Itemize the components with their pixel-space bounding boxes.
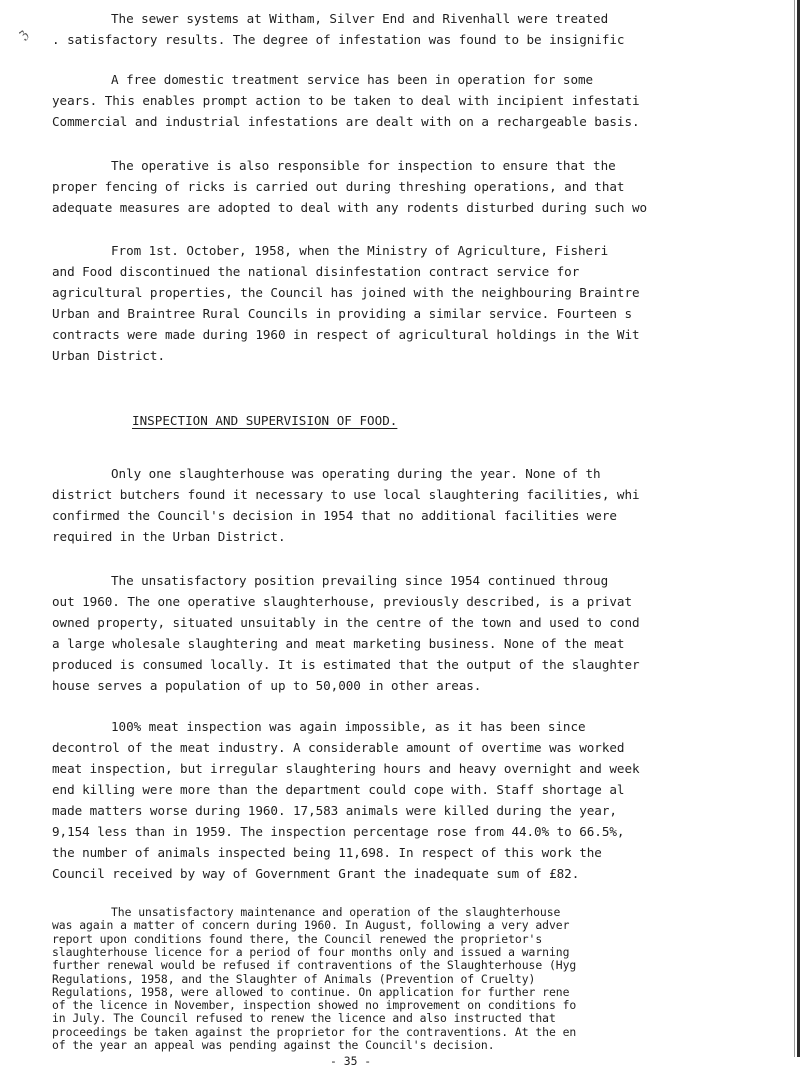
paragraph-inspection-line-4: end killing were more than the department could cope with. Staff shortage al: [52, 782, 625, 797]
paragraph-inspection-line-2: decontrol of the meat industry. A considerable amount of overtime was worked: [52, 740, 625, 755]
paragraph-maintenance-line-3: report upon conditions found there, the Council renewed the proprietor's: [52, 931, 543, 946]
paragraph-maintenance-line-9: in July. The Council refused to renew the licence and also instructed that: [52, 1011, 556, 1026]
paragraph-unsatisfactory-line-1: The unsatisfactory position prevailing since 1954 continued throug: [111, 573, 609, 588]
paragraph-operative-line-1: The operative is also responsible for inspection to ensure that the: [111, 158, 616, 173]
paragraph-ministry-line-1: From 1st. October, 1958, when the Ministry of Agriculture, Fisheri: [111, 243, 609, 258]
paragraph-domestic-line-2: years. This enables prompt action to be taken to deal with incipient infestati: [52, 93, 640, 108]
paragraph-domestic-line-1: A free domestic treatment service has been in operation for some: [111, 72, 594, 87]
paragraph-slaughterhouse-line-2: district butchers found it necessary to use local slaughtering facilities, whi: [52, 487, 640, 502]
paragraph-ministry-line-3: agricultural properties, the Council has joined with the neighbouring Braintre: [52, 285, 640, 300]
paragraph-maintenance-line-5: further renewal would be refused if contraventions of the Slaughterhouse (Hyg: [52, 958, 577, 973]
paragraph-ministry-line-4: Urban and Braintree Rural Councils in providing a similar service. Fourteen s: [52, 306, 632, 321]
paragraph-unsatisfactory-line-5: produced is consumed locally. It is estimated that the output of the slaughter: [52, 657, 640, 672]
paragraph-maintenance-line-10: proceedings be taken against the proprietor for the contraventions. At the en: [52, 1024, 577, 1039]
paragraph-unsatisfactory-line-2: out 1960. The one operative slaughterhouse, previously described, is a privat: [52, 594, 632, 609]
paragraph-maintenance-line-11: of the year an appeal was pending against the Council's decision.: [52, 1038, 495, 1052]
paragraph-unsatisfactory-line-6: house serves a population of up to 50,000 in other areas.: [52, 678, 482, 693]
paragraph-maintenance-line-7: Regulations, 1958, were allowed to continue. On application for further rene: [52, 984, 570, 999]
paragraph-operative-line-3: adequate measures are adopted to deal with any rodents disturbed during such wo: [52, 200, 648, 215]
paragraph-slaughterhouse-line-4: required in the Urban District.: [52, 529, 286, 544]
paragraph-maintenance-line-8: of the licence in November, inspection showed no improvement on conditions fo: [52, 998, 577, 1013]
paragraph-maintenance-line-4: slaughterhouse licence for a period of four months only and issued a warning: [52, 944, 570, 959]
paragraph-unsatisfactory-line-4: a large wholesale slaughtering and meat marketing business. None of the meat: [52, 636, 625, 651]
paragraph-inspection-line-8: Council received by way of Government Grant the inadequate sum of £82.: [52, 866, 580, 881]
paragraph-ministry-line-5: contracts were made during 1960 in respect of agricultural holdings in the Wit: [52, 327, 640, 342]
page-edge-line: [794, 0, 795, 1057]
paragraph-slaughterhouse-line-3: confirmed the Council's decision in 1954 that no additional facilities were: [52, 508, 617, 523]
paragraph-inspection-line-7: the number of animals inspected being 11,698. In respect of this work the: [52, 845, 602, 860]
paragraph-inspection-line-3: meat inspection, but irregular slaughtering hours and heavy overnight and week: [52, 761, 640, 776]
paragraph-slaughterhouse-line-1: Only one slaughterhouse was operating during the year. None of th: [111, 466, 601, 481]
paragraph-maintenance-line-1: The unsatisfactory maintenance and operation of the slaughterhouse: [111, 905, 561, 919]
paragraph-inspection-line-1: 100% meat inspection was again impossible, as it has been since: [111, 719, 586, 734]
page-number: - 35 -: [330, 1054, 372, 1068]
paragraph-maintenance-line-6: Regulations, 1958, and the Slaughter of Animals (Prevention of Cruelty): [52, 971, 536, 986]
paragraph-inspection-line-5: made matters worse during 1960. 17,583 animals were killed during the year,: [52, 803, 617, 818]
paragraph-ministry-line-2: and Food discontinued the national disinfestation contract service for: [52, 264, 580, 279]
paragraph-domestic-line-3: Commercial and industrial infestations are dealt with on a rechargeable basis.: [52, 114, 640, 129]
paragraph-unsatisfactory-line-3: owned property, situated unsuitably in the centre of the town and used to cond: [52, 615, 640, 630]
paragraph-sewer-line-1: The sewer systems at Witham, Silver End and Rivenhall were treated: [111, 11, 609, 26]
section-heading: INSPECTION AND SUPERVISION OF FOOD.: [132, 413, 398, 428]
paragraph-ministry-line-6: Urban District.: [52, 348, 165, 363]
paragraph-operative-line-2: proper fencing of ricks is carried out during threshing operations, and that: [52, 179, 625, 194]
paragraph-sewer-line-2: . satisfactory results. The degree of infestation was found to be insignific: [52, 32, 625, 47]
margin-pencil-mark: ℨ: [16, 27, 32, 43]
paragraph-inspection-line-6: 9,154 less than in 1959. The inspection percentage rose from 44.0% to 66.5%,: [52, 824, 625, 839]
paragraph-maintenance-line-2: was again a matter of concern during 1960. In August, following a very adver: [52, 918, 570, 933]
